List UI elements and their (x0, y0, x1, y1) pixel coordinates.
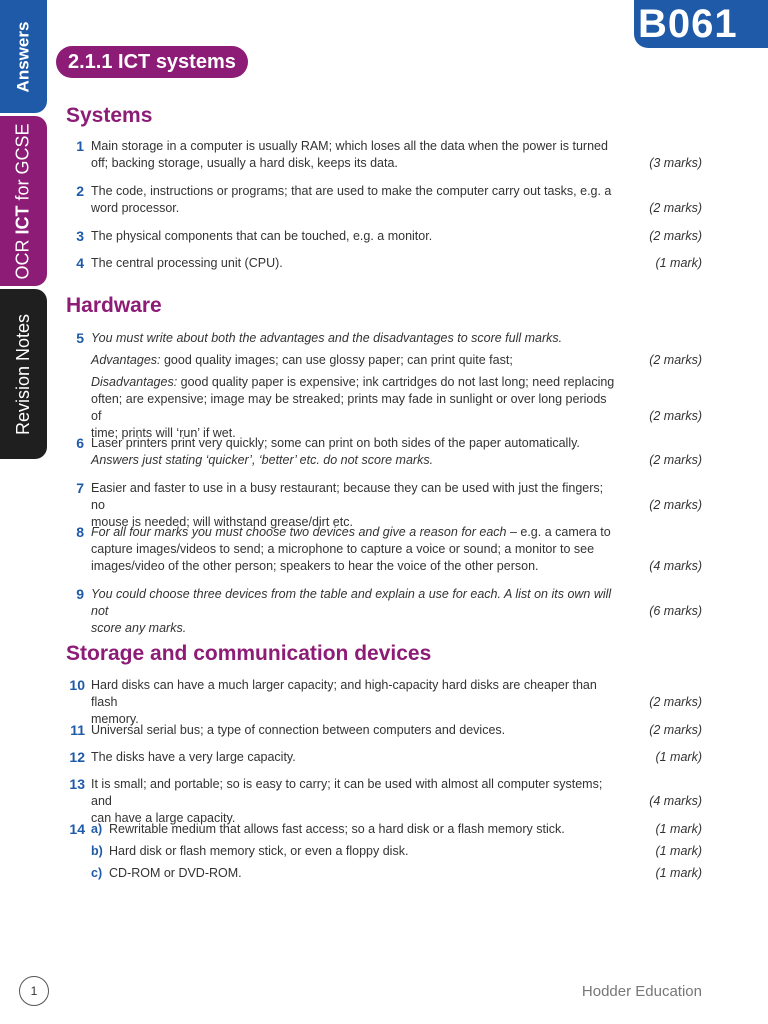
answer-disadvantages (91, 374, 616, 391)
answer-advantages (91, 352, 616, 369)
answer-text: CD-ROM or DVD-ROM. (109, 866, 242, 880)
answer-text: Easier and faster to use in a busy restaurant; because they can be used with just the fingers; no (91, 481, 604, 512)
marks: (2 marks) (649, 723, 702, 737)
page-number: 1 (19, 976, 49, 1006)
question-number: 12 (69, 749, 85, 765)
question-6 (66, 435, 702, 469)
advantages-text: good quality images; can use glossy paper; can print quite fast; (160, 353, 513, 367)
marks: (2 marks) (649, 229, 702, 243)
question-number: 8 (76, 524, 84, 540)
answer-text: Hard disks can have a much larger capacity; and high-capacity hard disks are cheaper than flash (91, 678, 597, 709)
marks: (1 mark) (655, 866, 702, 880)
answer-text (91, 524, 616, 541)
disadvantages-text: good quality paper is expensive; ink cartridges do not last long; need replacing (177, 375, 615, 389)
answer-text: word processor. (91, 201, 180, 215)
answer-text: The physical components that can be touched, e.g. a monitor. (91, 229, 433, 243)
answer-intro: You must write about both the advantages and the disadvantages to score full marks. (91, 331, 563, 345)
answer-example: – e.g. a camera to (506, 525, 611, 539)
tab-answers (0, 0, 47, 113)
heading-systems: Systems (66, 104, 153, 127)
marks: (4 marks) (649, 559, 702, 573)
publisher-name: Hodder Education (581, 983, 702, 1000)
question-number: 13 (69, 776, 85, 792)
sub-answer-a (91, 821, 616, 838)
answer-text: The central processing unit (CPU). (91, 256, 283, 270)
answer-text: can have a large capacity. (91, 811, 236, 825)
tab-ocr-prefix: OCR (13, 234, 33, 280)
tab-answers-label: Answers (13, 21, 33, 92)
sub-label: c) (91, 866, 103, 880)
question-number: 4 (76, 255, 84, 271)
answer-text: capture images/videos to send; a microphone to capture a voice or sound; a monitor to see (91, 542, 595, 556)
section-title: 2.1.1 ICT systems (56, 46, 248, 78)
disadvantages-label: Disadvantages: (91, 375, 178, 389)
sub-answer-b (91, 843, 616, 860)
marks: (2 marks) (649, 695, 702, 709)
question-12 (66, 749, 702, 766)
marks: (1 mark) (655, 750, 702, 764)
answer-text: often; are expensive; image may be streaked; prints may fade in sunlight or over long periods of (91, 392, 607, 423)
marks: (2 marks) (649, 498, 702, 512)
question-13 (66, 776, 702, 827)
advantages-label: Advantages: (91, 353, 161, 367)
question-4 (66, 255, 702, 272)
sub-answer-c (91, 865, 616, 882)
answer-text: The disks have a very large capacity. (91, 750, 296, 764)
marks: (2 marks) (649, 201, 702, 215)
question-9 (66, 586, 702, 637)
answer-text: score any marks. (91, 621, 187, 635)
question-number: 5 (76, 330, 84, 346)
marks: (2 marks) (649, 409, 702, 423)
sub-label: b) (91, 844, 103, 858)
marks: (3 marks) (649, 156, 702, 170)
answer-text: off; backing storage, usually a hard disk, keeps its data. (91, 156, 398, 170)
answer-text: You could choose three devices from the table and explain a use for each. A list on its own will not (91, 587, 612, 618)
unit-code-badge: B061 (634, 0, 768, 48)
answer-note: Answers just stating ‘quicker’, ‘better’ etc. do not score marks. (91, 453, 434, 467)
answer-instruction: For all four marks you must choose two devices and give a reason for each (91, 525, 507, 539)
question-number: 1 (76, 138, 84, 154)
marks: (2 marks) (649, 353, 702, 367)
question-11 (66, 722, 702, 739)
sub-label: a) (91, 822, 103, 836)
answer-text: Hard disk or flash memory stick, or even a floppy disk. (109, 844, 409, 858)
tab-ocr-bold: ICT (13, 205, 33, 235)
marks: (2 marks) (649, 453, 702, 467)
tab-revision-label: Revision Notes (13, 313, 33, 435)
tab-ocr-label (13, 123, 34, 279)
question-number: 6 (76, 435, 84, 451)
tab-ocr-suffix: for GCSE (13, 122, 33, 206)
answer-text: Universal serial bus; a type of connection between computers and devices. (91, 723, 506, 737)
answer-text: Laser printers print very quickly; some can print on both sides of the paper automatically. (91, 436, 580, 450)
answer-text: The code, instructions or programs; that are used to make the computer carry out tasks, e.g. a (91, 184, 612, 198)
heading-hardware: Hardware (66, 294, 162, 317)
answer-text: images/video of the other person; speakers to hear the voice of the other person. (91, 559, 539, 573)
marks: (1 mark) (655, 256, 702, 270)
answer-text: Rewritable medium that allows fast access; so a hard disk or a flash memory stick. (109, 822, 565, 836)
marks: (6 marks) (649, 604, 702, 618)
question-8 (66, 524, 702, 575)
question-number: 14 (69, 821, 85, 837)
answer-text: It is small; and portable; so is easy to carry; it can be used with almost all computer systems; and (91, 777, 603, 808)
question-number: 7 (76, 480, 84, 496)
question-number: 3 (76, 228, 84, 244)
tab-revision-notes (0, 289, 47, 459)
question-10 (66, 677, 702, 728)
answer-text: time; prints will ‘run’ if wet. (91, 426, 236, 440)
answer-text: Main storage in a computer is usually RAM; which loses all the data when the power is turned (91, 139, 608, 153)
marks: (1 mark) (655, 844, 702, 858)
heading-storage: Storage and communication devices (66, 642, 432, 665)
question-number: 2 (76, 183, 84, 199)
question-number: 11 (70, 722, 85, 738)
answer-text: mouse is needed; will withstand grease/dirt etc. (91, 515, 353, 529)
marks: (4 marks) (649, 794, 702, 808)
tab-ocr-ict-gcse (0, 116, 47, 286)
marks: (1 mark) (655, 822, 702, 836)
question-14 (66, 821, 702, 882)
question-number: 9 (76, 586, 84, 602)
question-5 (66, 330, 702, 442)
question-number: 10 (69, 677, 85, 693)
question-1 (66, 138, 702, 172)
question-2 (66, 183, 702, 217)
answer-text: memory. (91, 712, 139, 726)
question-3 (66, 228, 702, 245)
